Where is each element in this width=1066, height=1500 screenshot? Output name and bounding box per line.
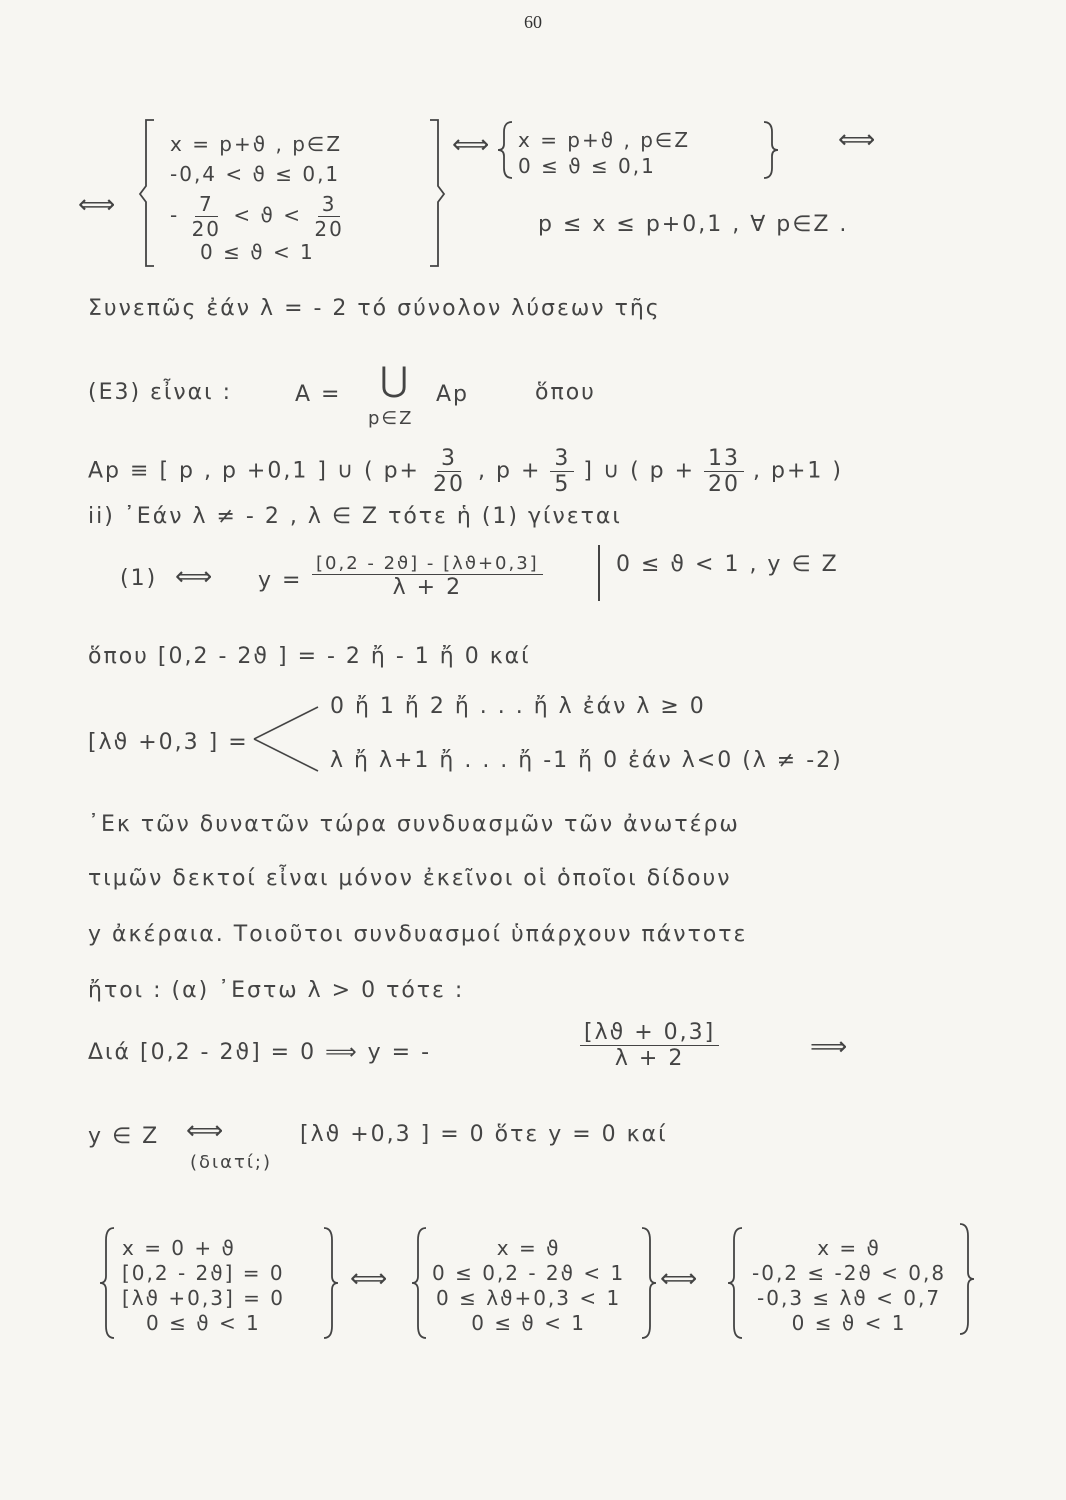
line-ek: ᾿Εκ τῶν δυνατῶν τώρα συνδυασμῶν τῶν ἀνωτέρω: [88, 812, 740, 837]
ap-definition: Ap ≡ [ p , p +0,1 ] ∪ ( p+ $\frac{3}{20}$ , p + $\frac{3}{5}$ ] ∪ ( p + $\frac{13}{20}$ , p+1 ): [88, 446, 843, 497]
line-opou: ὅπου [0,2 - 2ϑ ] = - 2 ἤ - 1 ἤ 0 καί: [88, 644, 531, 669]
yz-diati: (διατί;): [190, 1152, 273, 1173]
line-htoi: ἤτοι : (α) ᾿Εστω λ > 0 τότε :: [88, 978, 465, 1003]
left-brace-sys2: [498, 120, 514, 180]
system-1: [170, 132, 348, 270]
left-brace-b3: [728, 1226, 744, 1340]
case-bottom: λ ἤ λ+1 ἤ . . . ἤ -1 ἤ 0 ἐάν λ<0 (λ ≠ -2): [330, 748, 843, 773]
b1-line1: x = 0 + ϑ: [122, 1236, 236, 1260]
sys1-line2: -0,4 < ϑ ≤ 0,1: [170, 162, 341, 186]
right-bracket-sys1: [428, 118, 448, 268]
eq1-y: y =: [258, 568, 303, 593]
fraction-13-20: $\frac{13}{20}$: [704, 446, 744, 497]
union-subscript: p∈Z: [368, 408, 414, 429]
right-brace-b3: [958, 1222, 974, 1336]
union-symbol: ⋃: [380, 360, 410, 400]
case-branch-lines: [252, 705, 322, 775]
solution-interval: p ≤ x ≤ p+0,1 , ∀ p∈Z .: [538, 212, 849, 237]
line-e3-label: (Ε3) εἶναι :: [88, 380, 233, 405]
eq1-arrow: ⟺: [175, 562, 215, 592]
eq1-label: (1): [120, 566, 158, 591]
left-brace-b2: [412, 1226, 428, 1340]
fraction-3-20-b: $\frac{3}{20}$: [433, 446, 465, 497]
b3-line4: 0 ≤ ϑ < 1: [791, 1311, 907, 1335]
sys1-line3: - $\frac{7}{20}$ < ϑ < $\frac{3}{20}$: [170, 192, 348, 240]
yz-label: y ∈ Z: [88, 1124, 160, 1149]
eq1-conditions: 0 ≤ ϑ < 1 , y ∈ Z: [616, 552, 839, 577]
line-ii: ii) ᾿Εάν λ ≠ - 2 , λ ∈ Z τότε ἡ (1) γίνεται: [88, 504, 622, 529]
sys2-line1: x = p+ϑ , p∈Z: [518, 128, 691, 152]
case-top: 0 ἤ 1 ἤ 2 ἤ . . . ἤ λ ἐάν λ ≥ 0: [330, 694, 706, 719]
eq1-fraction: $\frac{[0,2 - 2ϑ] - [\lambda ϑ+0,3]}{\lambda + 2}$: [312, 553, 543, 600]
b2-line4: 0 ≤ ϑ < 1: [471, 1311, 587, 1335]
opou-word: ὅπου: [535, 380, 596, 405]
b1-line4: 0 ≤ ϑ < 1: [146, 1311, 261, 1335]
line-timwn: τιμῶν δεκτοί εἶναι μόνον ἐκεῖνοι οἱ ὁποῖοι δίδουν: [88, 866, 732, 891]
yz-arrow: ⟺: [186, 1116, 226, 1146]
sys1-line1: x = p+ϑ , p∈Z: [170, 132, 343, 156]
dia-fraction: $\frac{[\lambda ϑ + 0,3]}{\lambda + 2}$: [580, 1020, 719, 1071]
b2-line3: 0 ≤ λϑ+0,3 < 1: [436, 1286, 622, 1310]
bottom-system-2: [432, 1236, 625, 1336]
b2-line1: x = ϑ: [496, 1236, 561, 1260]
left-bracket-sys1: [140, 118, 160, 268]
yz-rest: [λϑ +0,3 ] = 0 ὅτε y = 0 καί: [300, 1122, 668, 1147]
line-dia: Διά [0,2 - 2ϑ] = 0 ⟹ y = -: [88, 1040, 432, 1065]
b3-line3: -0,3 ≤ λϑ < 0,7: [757, 1286, 942, 1310]
fraction-3-20: $\frac{3}{20}$: [314, 192, 344, 241]
b1-line2: [0,2 - 2ϑ] = 0: [122, 1261, 285, 1285]
fraction-7-20: $\frac{7}{20}$: [191, 192, 222, 241]
set-a-equals: A =: [295, 382, 342, 407]
right-brace-sys2: [762, 120, 778, 180]
condition-bar: [598, 545, 600, 601]
b3-line2: -0,2 ≤ -2ϑ < 0,8: [752, 1261, 947, 1285]
page-number: 60: [524, 12, 542, 32]
bottom-arrow-1: ⟺: [350, 1264, 388, 1294]
bottom-system-1: [122, 1236, 285, 1336]
b3-line1: x = ϑ: [817, 1236, 881, 1260]
case-lhs: [λϑ +0,3 ] =: [88, 730, 249, 755]
sys2-line2: 0 ≤ ϑ ≤ 0,1: [518, 154, 656, 178]
sys1-line4: 0 ≤ ϑ < 1: [200, 240, 315, 264]
system-2: [518, 128, 690, 180]
dia-arrow: ⟹: [810, 1032, 850, 1062]
ap-symbol: Ap: [436, 382, 470, 407]
right-brace-b2: [640, 1226, 656, 1340]
line-y-akeraia: y ἀκέραια. Τοιοῦτοι συνδυασμοί ὑπάρχουν πάντοτε: [88, 922, 748, 947]
left-brace-b1: [100, 1226, 116, 1340]
b1-line3: [λϑ +0,3] = 0: [122, 1286, 285, 1310]
equivalence-arrow-3: ⟺: [838, 125, 876, 155]
equivalence-arrow-1: ⟺: [78, 190, 116, 220]
bottom-arrow-2: ⟺: [660, 1264, 698, 1294]
equivalence-arrow-2: ⟺: [452, 130, 490, 160]
fraction-3-5: $\frac{3}{5}$: [550, 446, 574, 497]
line-synepos: Συνεπῶς ἐάν λ = - 2 τό σύνολον λύσεων τῆς: [88, 296, 661, 321]
bottom-system-3: [752, 1236, 946, 1336]
b2-line2: 0 ≤ 0,2 - 2ϑ < 1: [432, 1261, 626, 1285]
right-brace-b1: [322, 1226, 338, 1340]
